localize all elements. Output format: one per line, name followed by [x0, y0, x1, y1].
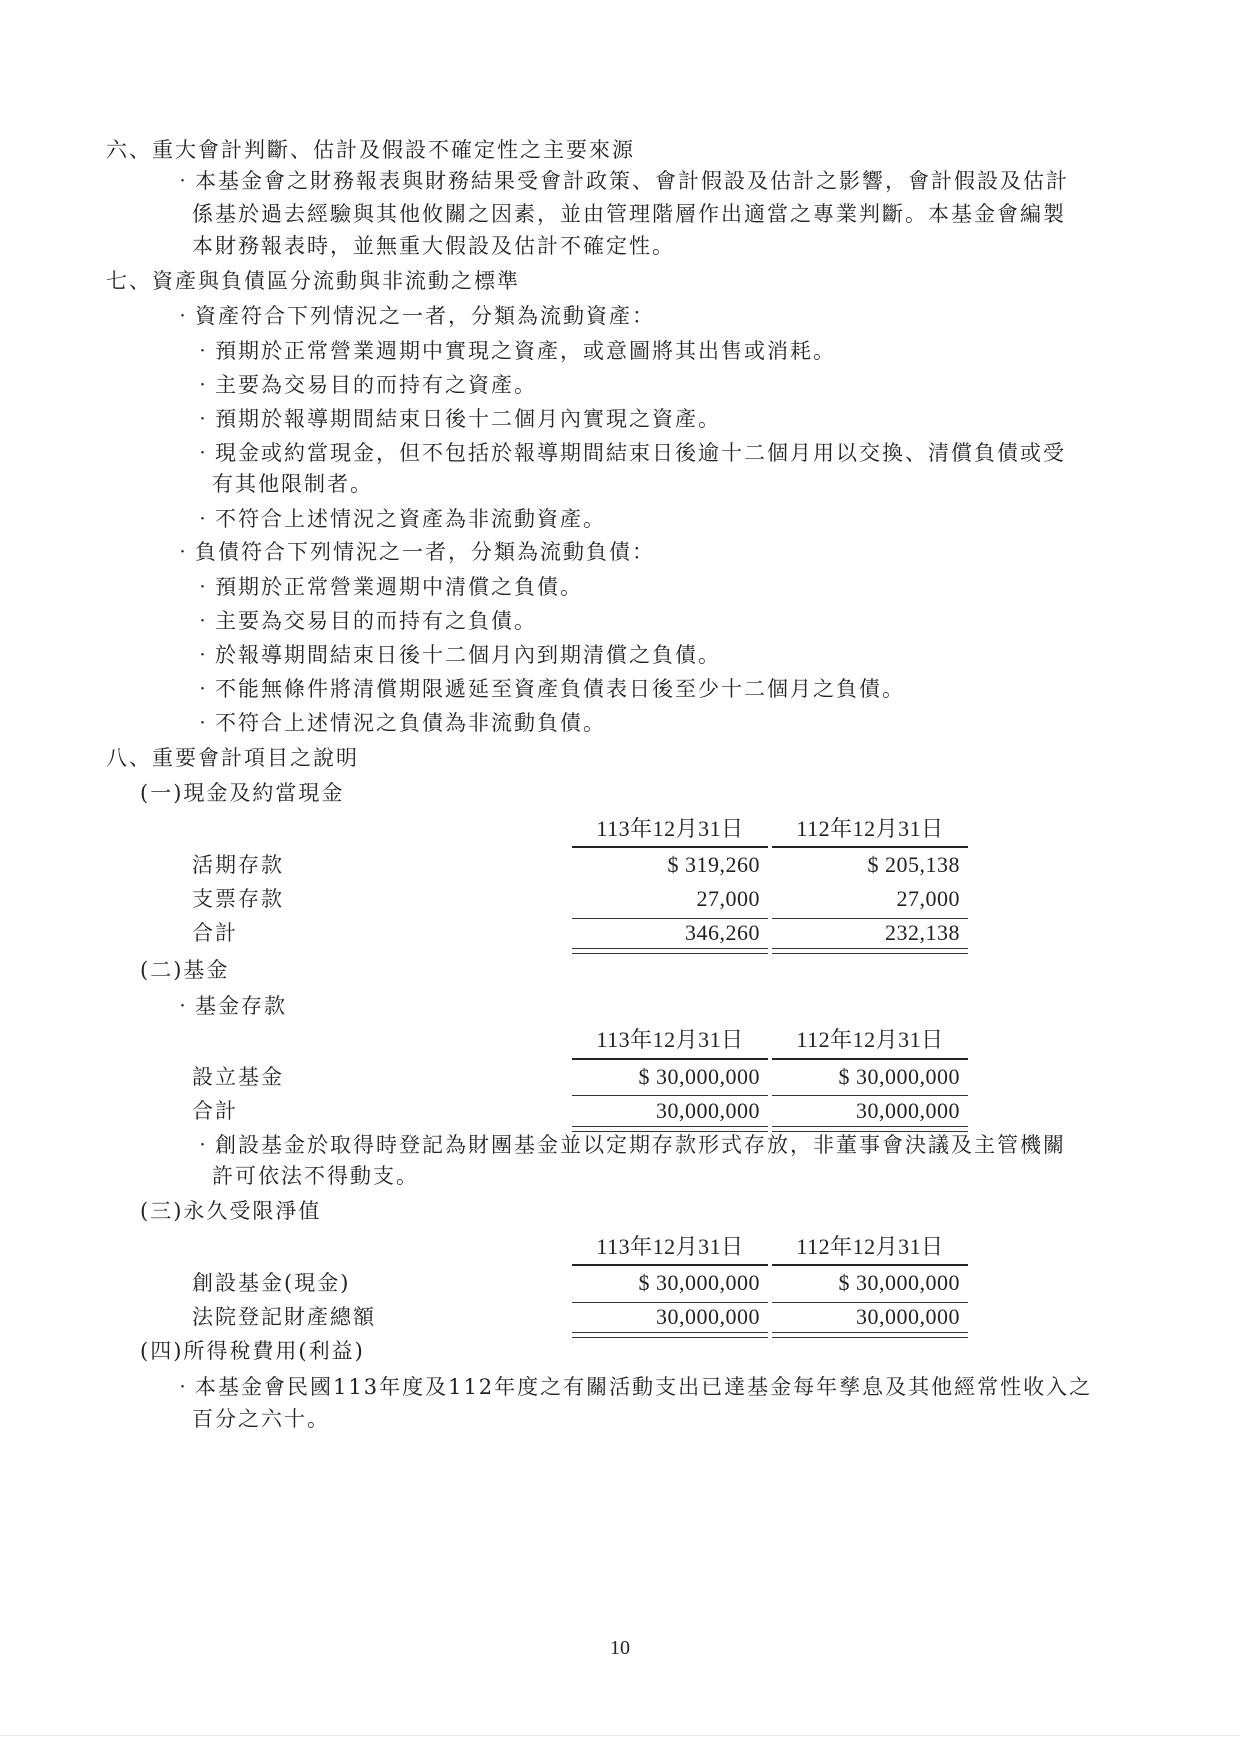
cash-row-value: 27,000: [896, 886, 960, 911]
section-8-heading: 八、重要會計項目之說明: [106, 746, 359, 770]
cash-total-value: 232,138: [885, 920, 960, 945]
liability-item-4: ‧不能無條件將清償期限遞延至資產負債表日後至少十二個月之負債。: [192, 677, 905, 701]
fund-subtotal-rule-1: [572, 1095, 768, 1096]
cash-total-double-rule-2: [772, 948, 968, 954]
cash-header-rule-1: [572, 846, 768, 848]
fund-subtitle: ‧基金存款: [172, 994, 287, 1018]
cash-row-value: 27,000: [696, 886, 760, 911]
restricted-header-rule-2: [772, 1264, 968, 1266]
page-number: 10: [610, 1637, 630, 1659]
fund-note-line-1: ‧創設基金於取得時登記為財團基金並以定期存款形式存放，非董事會決議及主管機關: [192, 1133, 1066, 1157]
section-7-heading: 七、資產與負債區分流動與非流動之標準: [106, 269, 520, 293]
cash-total-double-rule-1: [572, 948, 768, 954]
asset-item-4-cont: 有其他限制者。: [212, 472, 373, 496]
restricted-total-value: 30,000,000: [856, 1304, 960, 1329]
restricted-total-label: 法院登記財產總額: [192, 1305, 376, 1329]
fund-col-header-2024: 113年12月31日: [596, 1027, 744, 1052]
restricted-total-double-rule-1: [572, 1332, 768, 1338]
cash-total-value: 346,260: [685, 920, 760, 945]
cash-row-value: $ 319,260: [667, 852, 760, 877]
restricted-total-double-rule-2: [772, 1332, 968, 1338]
liabilities-intro: ‧負債符合下列情況之一者，分類為流動負債：: [172, 540, 655, 564]
fund-col-header-2023: 112年12月31日: [796, 1027, 944, 1052]
asset-item-3: ‧預期於報導期間結束日後十二個月內實現之資產。: [192, 407, 721, 431]
section-6-line-1: ‧本基金會之財務報表與財務結果受會計政策、會計假設及估計之影響，會計假設及估計: [172, 169, 1069, 193]
liability-item-3: ‧於報導期間結束日後十二個月內到期清償之負債。: [192, 643, 721, 667]
scan-edge-line: [0, 1735, 1240, 1736]
fund-header-rule-2: [772, 1058, 968, 1060]
restricted-row-value: $ 30,000,000: [638, 1270, 760, 1295]
assets-intro: ‧資產符合下列情況之一者，分類為流動資產：: [172, 304, 655, 328]
restricted-col-header-2024: 113年12月31日: [596, 1234, 744, 1259]
cash-total-label: 合計: [192, 921, 238, 945]
cash-subtotal-rule-1: [572, 918, 768, 919]
liability-item-1: ‧預期於正常營業週期中清償之負債。: [192, 575, 583, 599]
cash-col-header-2024: 113年12月31日: [596, 816, 744, 841]
fund-row-value: $ 30,000,000: [638, 1064, 760, 1089]
restricted-row-value: $ 30,000,000: [838, 1270, 960, 1295]
section-6-line-2: 係基於過去經驗與其他攸關之因素，並由管理階層作出適當之專業判斷。本基金會編製: [192, 202, 1066, 226]
restricted-title: (三)永久受限淨值: [140, 1199, 322, 1223]
fund-total-value: 30,000,000: [856, 1098, 960, 1123]
fund-row-label: 設立基金: [192, 1065, 284, 1089]
restricted-row-label: 創設基金(現金): [192, 1271, 351, 1295]
fund-subtotal-rule-2: [772, 1095, 968, 1096]
section-6-line-3: 本財務報表時，並無重大假設及估計不確定性。: [192, 234, 675, 258]
fund-total-value: 30,000,000: [656, 1098, 760, 1123]
fund-total-label: 合計: [192, 1099, 238, 1123]
tax-line-1: ‧本基金會民國113年度及112年度之有關活動支出已達基金每年孳息及其他經常性收入之: [172, 1375, 1093, 1399]
asset-item-2: ‧主要為交易目的而持有之資產。: [192, 373, 537, 397]
asset-item-1: ‧預期於正常營業週期中實現之資產，或意圖將其出售或消耗。: [192, 339, 836, 363]
cash-row-label: 活期存款: [192, 853, 284, 877]
restricted-header-rule-1: [572, 1264, 768, 1266]
asset-item-5: ‧不符合上述情況之資產為非流動資產。: [192, 507, 606, 531]
cash-title: (一)現金及約當現金: [140, 781, 345, 805]
cash-col-header-2023: 112年12月31日: [796, 816, 944, 841]
tax-line-2: 百分之六十。: [192, 1407, 330, 1431]
liability-item-2: ‧主要為交易目的而持有之負債。: [192, 609, 537, 633]
cash-header-rule-2: [772, 846, 968, 848]
fund-row-value: $ 30,000,000: [838, 1064, 960, 1089]
fund-note-line-2: 許可依法不得動支。: [212, 1164, 419, 1188]
fund-header-rule-1: [572, 1058, 768, 1060]
section-6-heading: 六、重大會計判斷、估計及假設不確定性之主要來源: [106, 138, 635, 162]
fund-title: (二)基金: [140, 958, 230, 982]
asset-item-4: ‧現金或約當現金，但不包括於報導期間結束日後逾十二個月用以交換、清償負債或受: [192, 441, 1066, 465]
restricted-subtotal-rule-1: [572, 1302, 768, 1303]
restricted-col-header-2023: 112年12月31日: [796, 1234, 944, 1259]
cash-subtotal-rule-2: [772, 918, 968, 919]
liability-item-5: ‧不符合上述情況之負債為非流動負債。: [192, 711, 606, 735]
cash-row-label: 支票存款: [192, 887, 284, 911]
restricted-total-value: 30,000,000: [656, 1304, 760, 1329]
restricted-subtotal-rule-2: [772, 1302, 968, 1303]
cash-row-value: $ 205,138: [867, 852, 960, 877]
tax-title: (四)所得稅費用(利益): [140, 1339, 365, 1363]
